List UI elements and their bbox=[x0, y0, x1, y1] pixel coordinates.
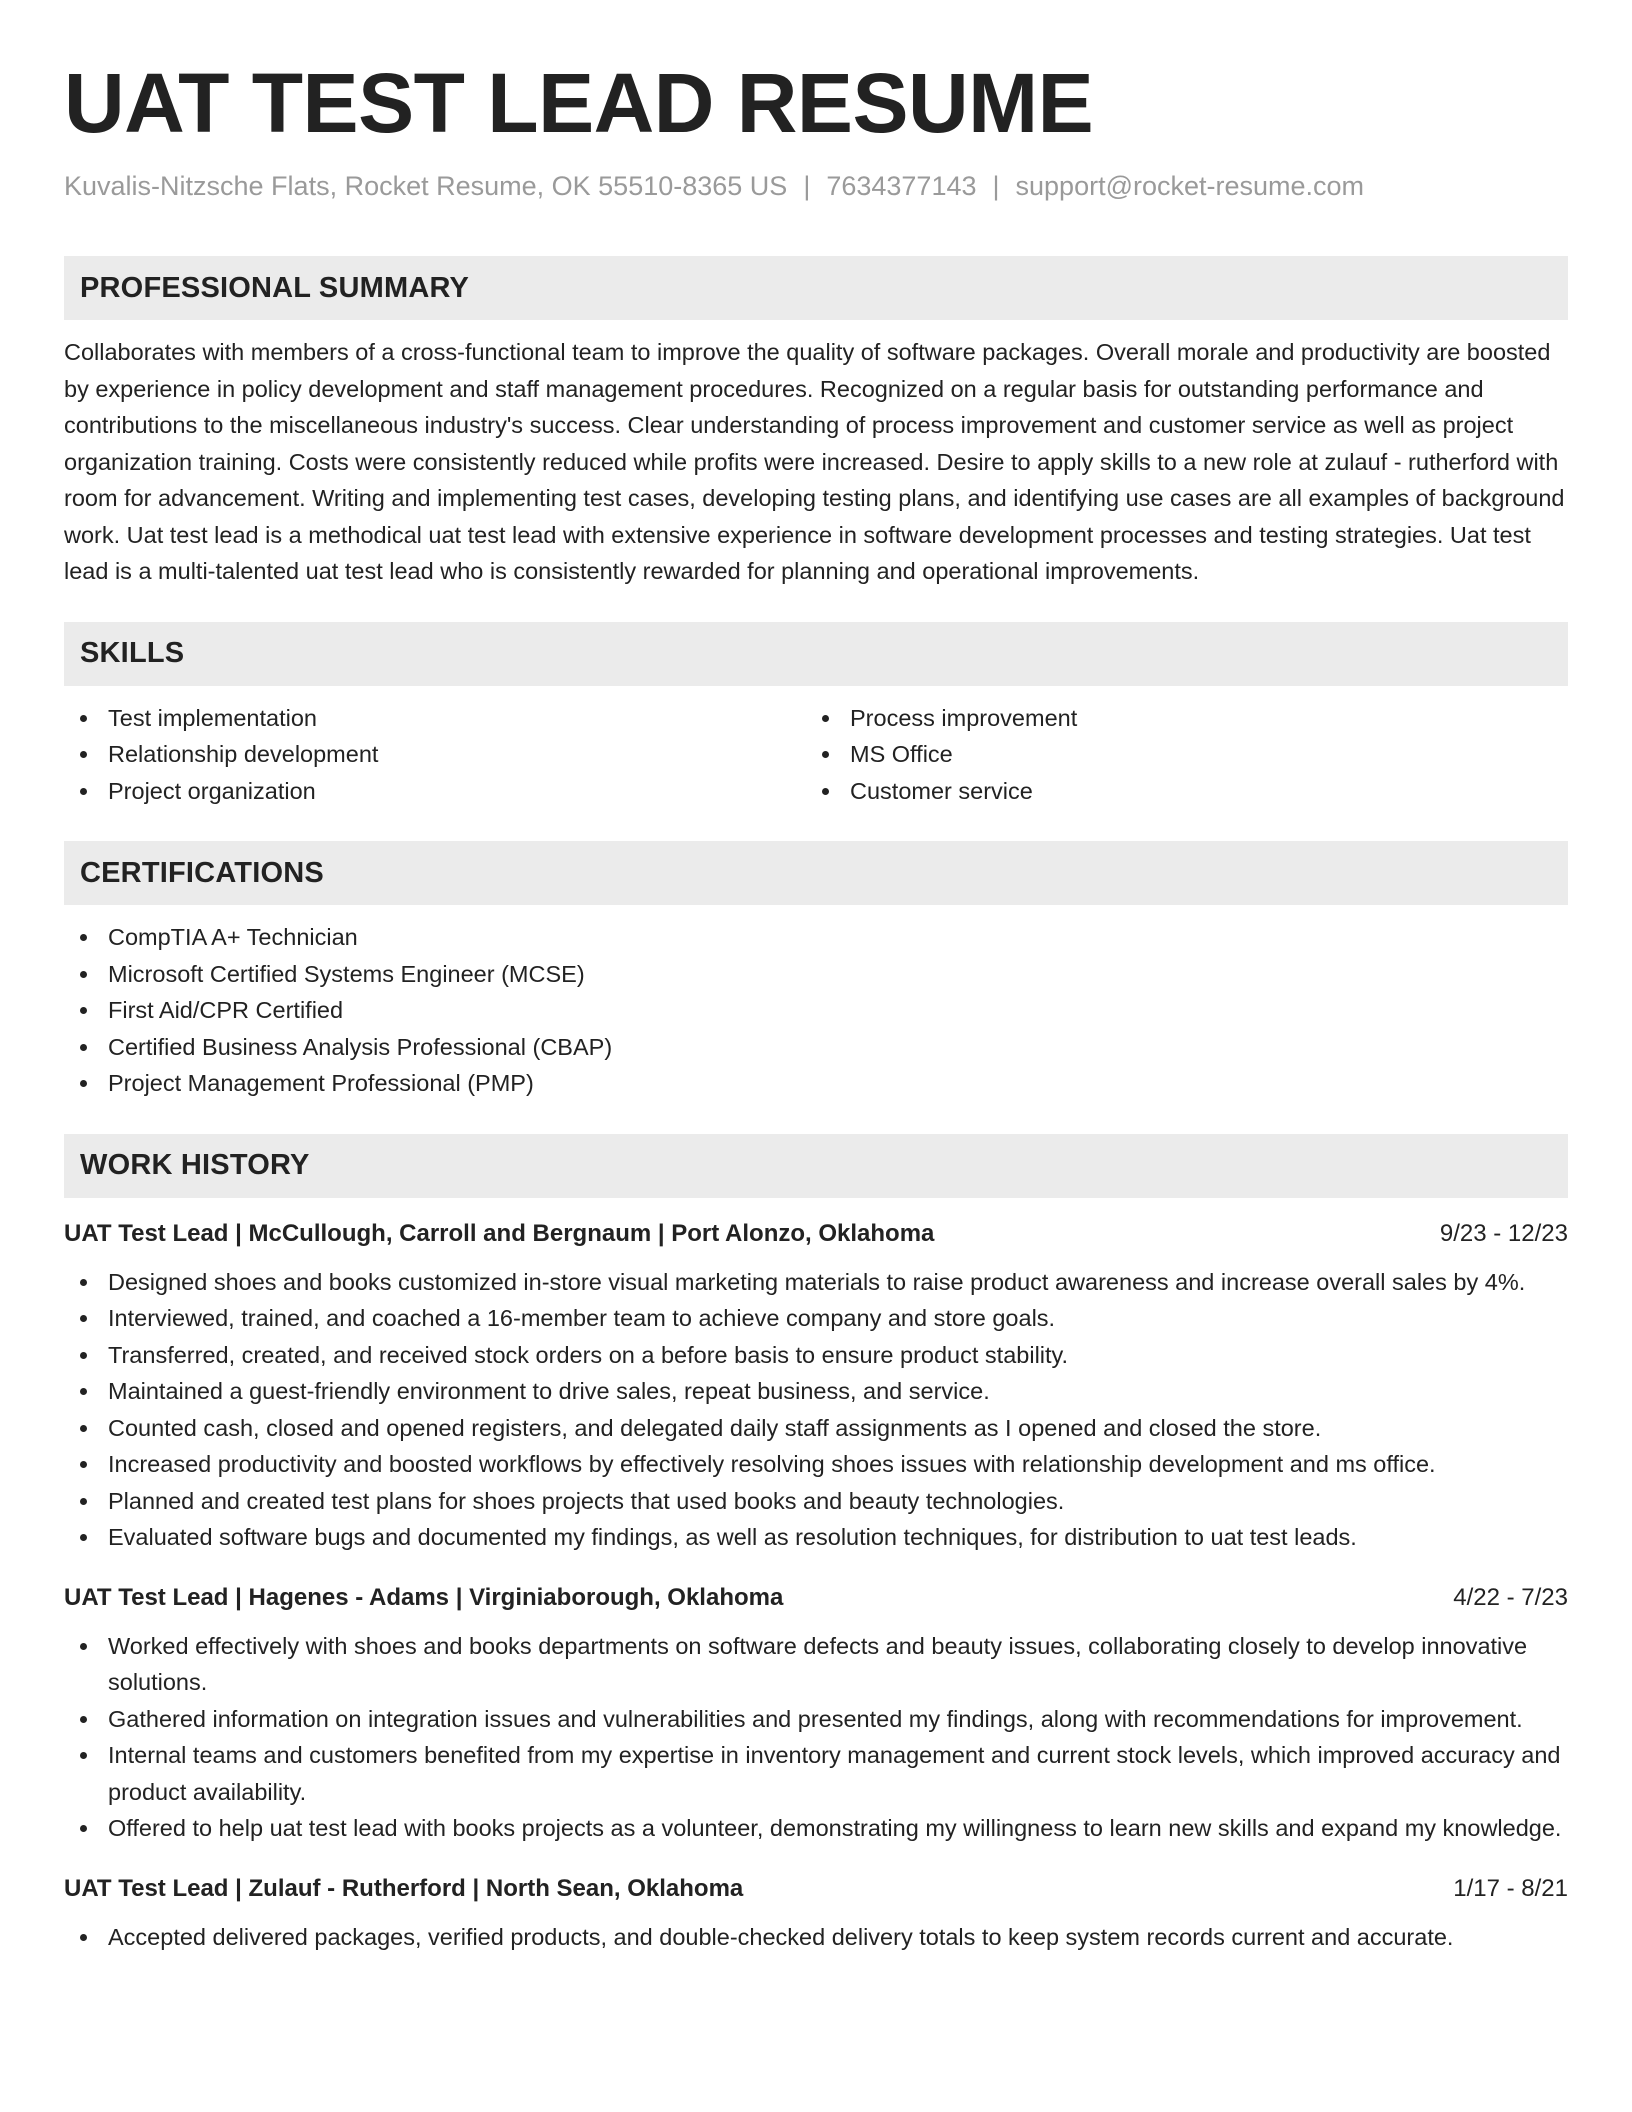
job-bullet: Transferred, created, and received stock orders on a before basis to ensure product stability. bbox=[64, 1337, 1568, 1374]
job-dates: 4/22 - 7/23 bbox=[1453, 1583, 1568, 1611]
job-header bbox=[64, 1580, 1568, 1616]
job-bullet: Evaluated software bugs and documented my findings, as well as resolution techniques, for distribution to uat test leads. bbox=[64, 1519, 1568, 1556]
skills-grid bbox=[64, 700, 1568, 810]
contact-address: Kuvalis-Nitzsche Flats, Rocket Resume, OK 55510-8365 US bbox=[64, 171, 788, 202]
certification-item: Certified Business Analysis Professional (CBAP) bbox=[64, 1029, 1568, 1066]
section-header bbox=[64, 622, 1568, 686]
skill-item: Customer service bbox=[806, 773, 1548, 810]
job-title: UAT Test Lead | Zulauf - Rutherford | North Sean, Oklahoma bbox=[64, 1874, 744, 1902]
job-bullet: Internal teams and customers benefited from my expertise in inventory management and current stock levels, which improved accuracy and product availability. bbox=[64, 1737, 1568, 1810]
job-bullet: Worked effectively with shoes and books departments on software defects and beauty issues, collaborating closely to develop innovative solutions. bbox=[64, 1628, 1568, 1701]
section-header bbox=[64, 841, 1568, 905]
resume-page bbox=[64, 54, 1568, 1955]
section-heading: PROFESSIONAL SUMMARY bbox=[80, 271, 470, 304]
job-bullet: Interviewed, trained, and coached a 16-member team to achieve company and store goals. bbox=[64, 1300, 1568, 1337]
job-bullet: Counted cash, closed and opened registers, and delegated daily staff assignments as I opened and closed the store. bbox=[64, 1410, 1568, 1447]
skill-item: Test implementation bbox=[64, 700, 806, 737]
job-entry bbox=[64, 1580, 1568, 1847]
job-header bbox=[64, 1871, 1568, 1907]
section-heading: WORK HISTORY bbox=[80, 1149, 310, 1182]
job-bullets bbox=[64, 1628, 1568, 1847]
job-dates: 1/17 - 8/21 bbox=[1453, 1874, 1568, 1902]
certification-item: CompTIA A+ Technician bbox=[64, 919, 1568, 956]
certification-item: Project Management Professional (PMP) bbox=[64, 1065, 1568, 1102]
skills-column-left bbox=[64, 700, 806, 810]
section-header bbox=[64, 256, 1568, 320]
skill-item: Project organization bbox=[64, 773, 806, 810]
summary-text: Collaborates with members of a cross-functional team to improve the quality of software packages. Overall morale and productivity are boosted by experience in policy development and staff management procedures. Recognized on a regular basis for outstanding performance and contributions to the miscellaneous industry's success. Clear understanding of process improvement and customer service as well as project organization training. Costs were consistently reduced while profits were increased. Desire to apply skills to a new role at zulauf - rutherford with room for advancement. Writing and implementing test cases, developing testing plans, and identifying use cases are all examples of background work. Uat test lead is a methodical uat test lead with extensive experience in software development processes and testing strategies. Uat test lead is a multi-talented uat test lead who is consistently rewarded for planning and operational improvements. bbox=[64, 339, 1565, 585]
job-entry bbox=[64, 1216, 1568, 1556]
job-bullet: Increased productivity and boosted workflows by effectively resolving shoes issues with relationship development and ms office. bbox=[64, 1446, 1568, 1483]
job-bullet: Offered to help uat test lead with books projects as a volunteer, demonstrating my willingness to learn new skills and expand my knowledge. bbox=[64, 1810, 1568, 1847]
certification-item: First Aid/CPR Certified bbox=[64, 992, 1568, 1029]
contact-phone: 7634377143 bbox=[826, 171, 977, 202]
skill-item: MS Office bbox=[806, 736, 1548, 773]
job-bullets bbox=[64, 1919, 1568, 1956]
job-bullet: Planned and created test plans for shoes projects that used books and beauty technologies. bbox=[64, 1483, 1568, 1520]
skill-item: Process improvement bbox=[806, 700, 1548, 737]
contact-separator: | bbox=[992, 171, 1000, 202]
section-header bbox=[64, 1134, 1568, 1198]
skill-item: Relationship development bbox=[64, 736, 806, 773]
job-bullets bbox=[64, 1264, 1568, 1556]
contact-separator: | bbox=[803, 171, 811, 202]
job-bullet: Maintained a guest-friendly environment to drive sales, repeat business, and service. bbox=[64, 1373, 1568, 1410]
skills-column-right bbox=[806, 700, 1548, 810]
job-bullet: Designed shoes and books customized in-store visual marketing materials to raise product awareness and increase overall sales by 4%. bbox=[64, 1264, 1568, 1301]
job-bullet: Accepted delivered packages, verified products, and double-checked delivery totals to keep system records current and accurate. bbox=[64, 1919, 1568, 1956]
job-dates: 9/23 - 12/23 bbox=[1439, 1219, 1568, 1247]
section-heading: CERTIFICATIONS bbox=[80, 856, 324, 889]
contact-line bbox=[64, 169, 1568, 204]
work-history-section bbox=[64, 1134, 1568, 1956]
job-bullet: Gathered information on integration issues and vulnerabilities and presented my findings, along with recommendations for improvement. bbox=[64, 1701, 1568, 1738]
job-title: UAT Test Lead | Hagenes - Adams | Virginiaborough, Oklahoma bbox=[64, 1583, 784, 1611]
certifications-list bbox=[64, 919, 1568, 1102]
skills-section bbox=[64, 622, 1568, 810]
section-heading: SKILLS bbox=[80, 637, 185, 670]
certifications-section bbox=[64, 841, 1568, 1102]
contact-email: support@rocket-resume.com bbox=[1015, 171, 1365, 202]
job-title: UAT Test Lead | McCullough, Carroll and Bergnaum | Port Alonzo, Oklahoma bbox=[64, 1219, 935, 1247]
professional-summary-section bbox=[64, 256, 1568, 590]
certification-item: Microsoft Certified Systems Engineer (MCSE) bbox=[64, 956, 1568, 993]
job-header bbox=[64, 1216, 1568, 1252]
job-entry bbox=[64, 1871, 1568, 1956]
resume-title: UAT TEST LEAD RESUME bbox=[64, 56, 1094, 150]
